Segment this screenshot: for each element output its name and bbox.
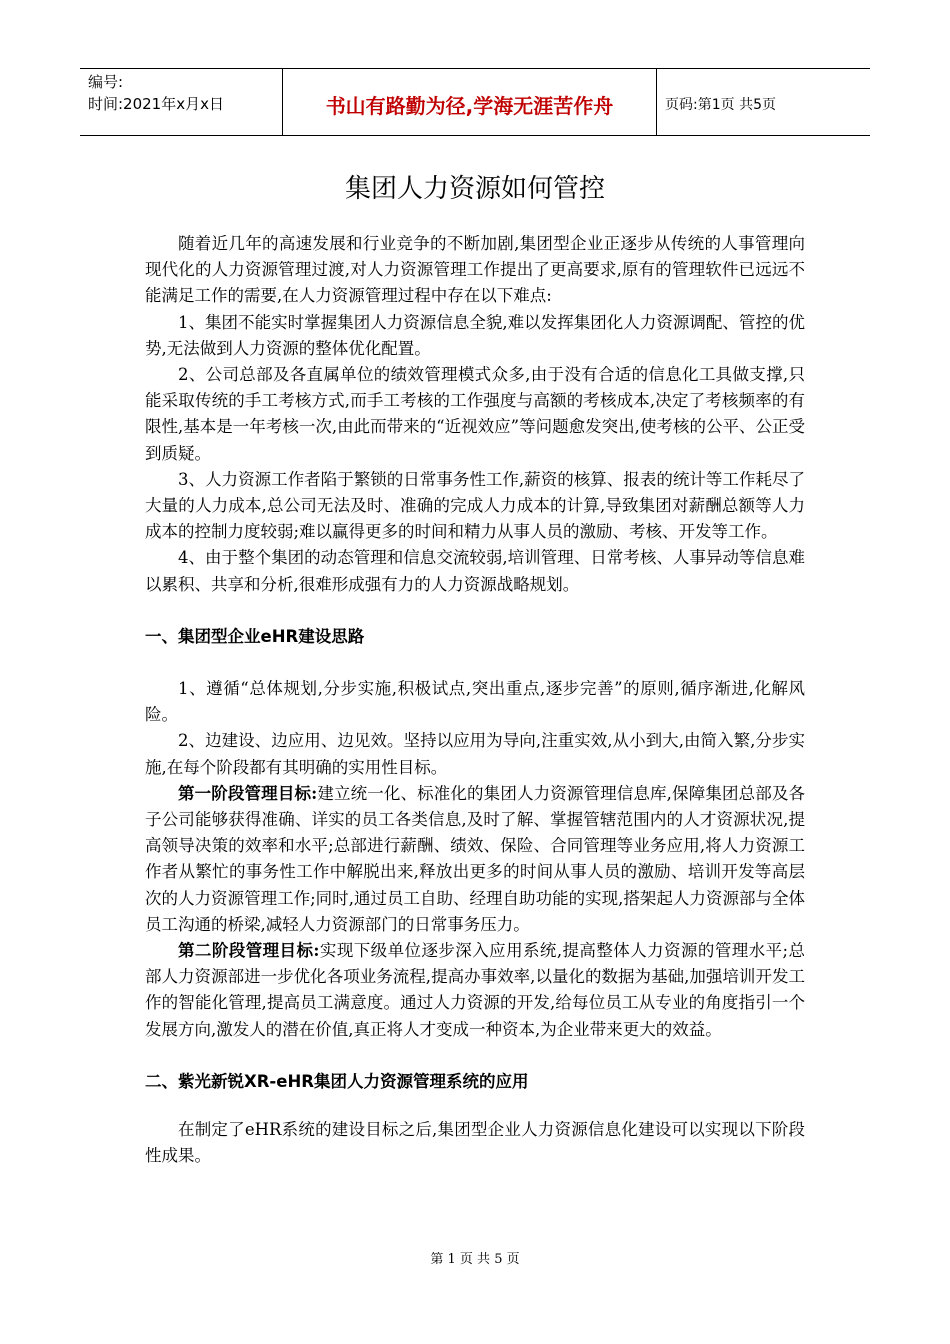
stage2-paragraph [145, 938, 805, 1043]
document-body [145, 231, 805, 1170]
document-title: 集团人力资源如何管控 [344, 174, 605, 204]
principle-item: 2、边建设、边应用、边见效。坚持以应用为导向,注重实效,从小到大,由简入繁,分步实施,在每个阶段都有其明确的实用性目标。 [145, 731, 805, 777]
document-number-label: 编号: [88, 73, 124, 91]
difficulty-item: 1、集团不能实时掌握集团人力资源信息全貌,难以发挥集团化人力资源调配、管控的优势,无法做到人力资源的整体优化配置。 [145, 312, 805, 358]
intro-paragraph: 随着近几年的高速发展和行业竞争的不断加剧,集团型企业正逐步从传统的人事管理向现代化的人力资源管理过渡,对人力资源管理工作提出了更高要求,原有的管理软件已远远不能满足工作的需要,在人力资源管理过程中存在以下难点: [145, 234, 805, 306]
page-header [80, 68, 870, 136]
section-heading: 二、紫光新锐XR-eHR集团人力资源管理系统的应用 [145, 1071, 529, 1091]
difficulty-item: 3、人力资源工作者陷于繁锁的日常事务性工作,薪资的核算、报表的统计等工作耗尽了大量的人力成本,总公司无法及时、准确的完成人力成本的计算,导致集团对薪酬总额等人力成本的控制力度较弱;难以赢得更多的时间和精力从事人员的激励、考核、开发等工作。 [145, 469, 805, 542]
section2-paragraph: 在制定了eHR系统的建设目标之后,集团型企业人力资源信息化建设可以实现以下阶段性成果。 [145, 1120, 805, 1166]
document-date-label: 时间:2021年x月x日 [88, 95, 224, 113]
difficulty-item: 2、公司总部及各直属单位的绩效管理模式众多,由于没有合适的信息化工具做支撑,只能采取传统的手工考核方式,而手工考核的工作强度与高额的考核成本,决定了考核频率的有限性,基本是一年考核一次,由此而带来的“近视效应”等问题愈发突出,使考核的公平、公正受到质疑。 [145, 365, 805, 463]
header-motto: 书山有路勤为径,学海无涯苦作舟 [282, 69, 657, 135]
stage1-paragraph [145, 781, 805, 938]
difficulty-item: 4、由于整个集团的动态管理和信息交流较弱,培训管理、日常考核、人事异动等信息难以累积、共享和分析,很难形成强有力的人力资源战略规划。 [145, 548, 805, 594]
page-footer: 第 1 页 共 5 页 [430, 1252, 520, 1267]
stage2-label: 第二阶段管理目标: [178, 941, 320, 961]
principle-item: 1、遵循“总体规划,分步实施,积极试点,突出重点,逐步完善”的原则,循序渐进,化解风险。 [145, 679, 805, 725]
header-meta [80, 69, 282, 135]
stage2-text: 实现下级单位逐步深入应用系统,提高整体人力资源的管理水平;总部人力资源部进一步优化各项业务流程,提高办事效率,以量化的数据为基础,加强培训开发工作的智能化管理,提高员工满意度。通过人力资源的开发,给每位员工从专业的角度指引一个发展方向,激发人的潜在价值,真正将人才变成一种资本,为企业带来更大的效益。 [145, 941, 805, 1039]
header-page-info: 页码:第1页 共5页 [665, 97, 776, 113]
stage1-text: 建立统一化、标准化的集团人力资源管理信息库,保障集团总部及各子公司能够获得准确、详实的员工各类信息,及时了解、掌握管辖范围内的人才资源状况,提高领导决策的效率和水平;总部进行薪酬、绩效、保险、合同管理等业务应用,将人力资源工作者从繁忙的事务性工作中解脱出来,释放出更多的时间从事人员的激励、培训开发等高层次的人力资源管理工作;同时,通过员工自助、经理自助功能的实现,搭架起人力资源部与全体员工沟通的桥梁,减轻人力资源部门的日常事务压力。 [145, 783, 806, 934]
section-heading: 一、集团型企业eHR建设思路 [145, 626, 365, 646]
stage1-label: 第一阶段管理目标: [178, 783, 318, 803]
